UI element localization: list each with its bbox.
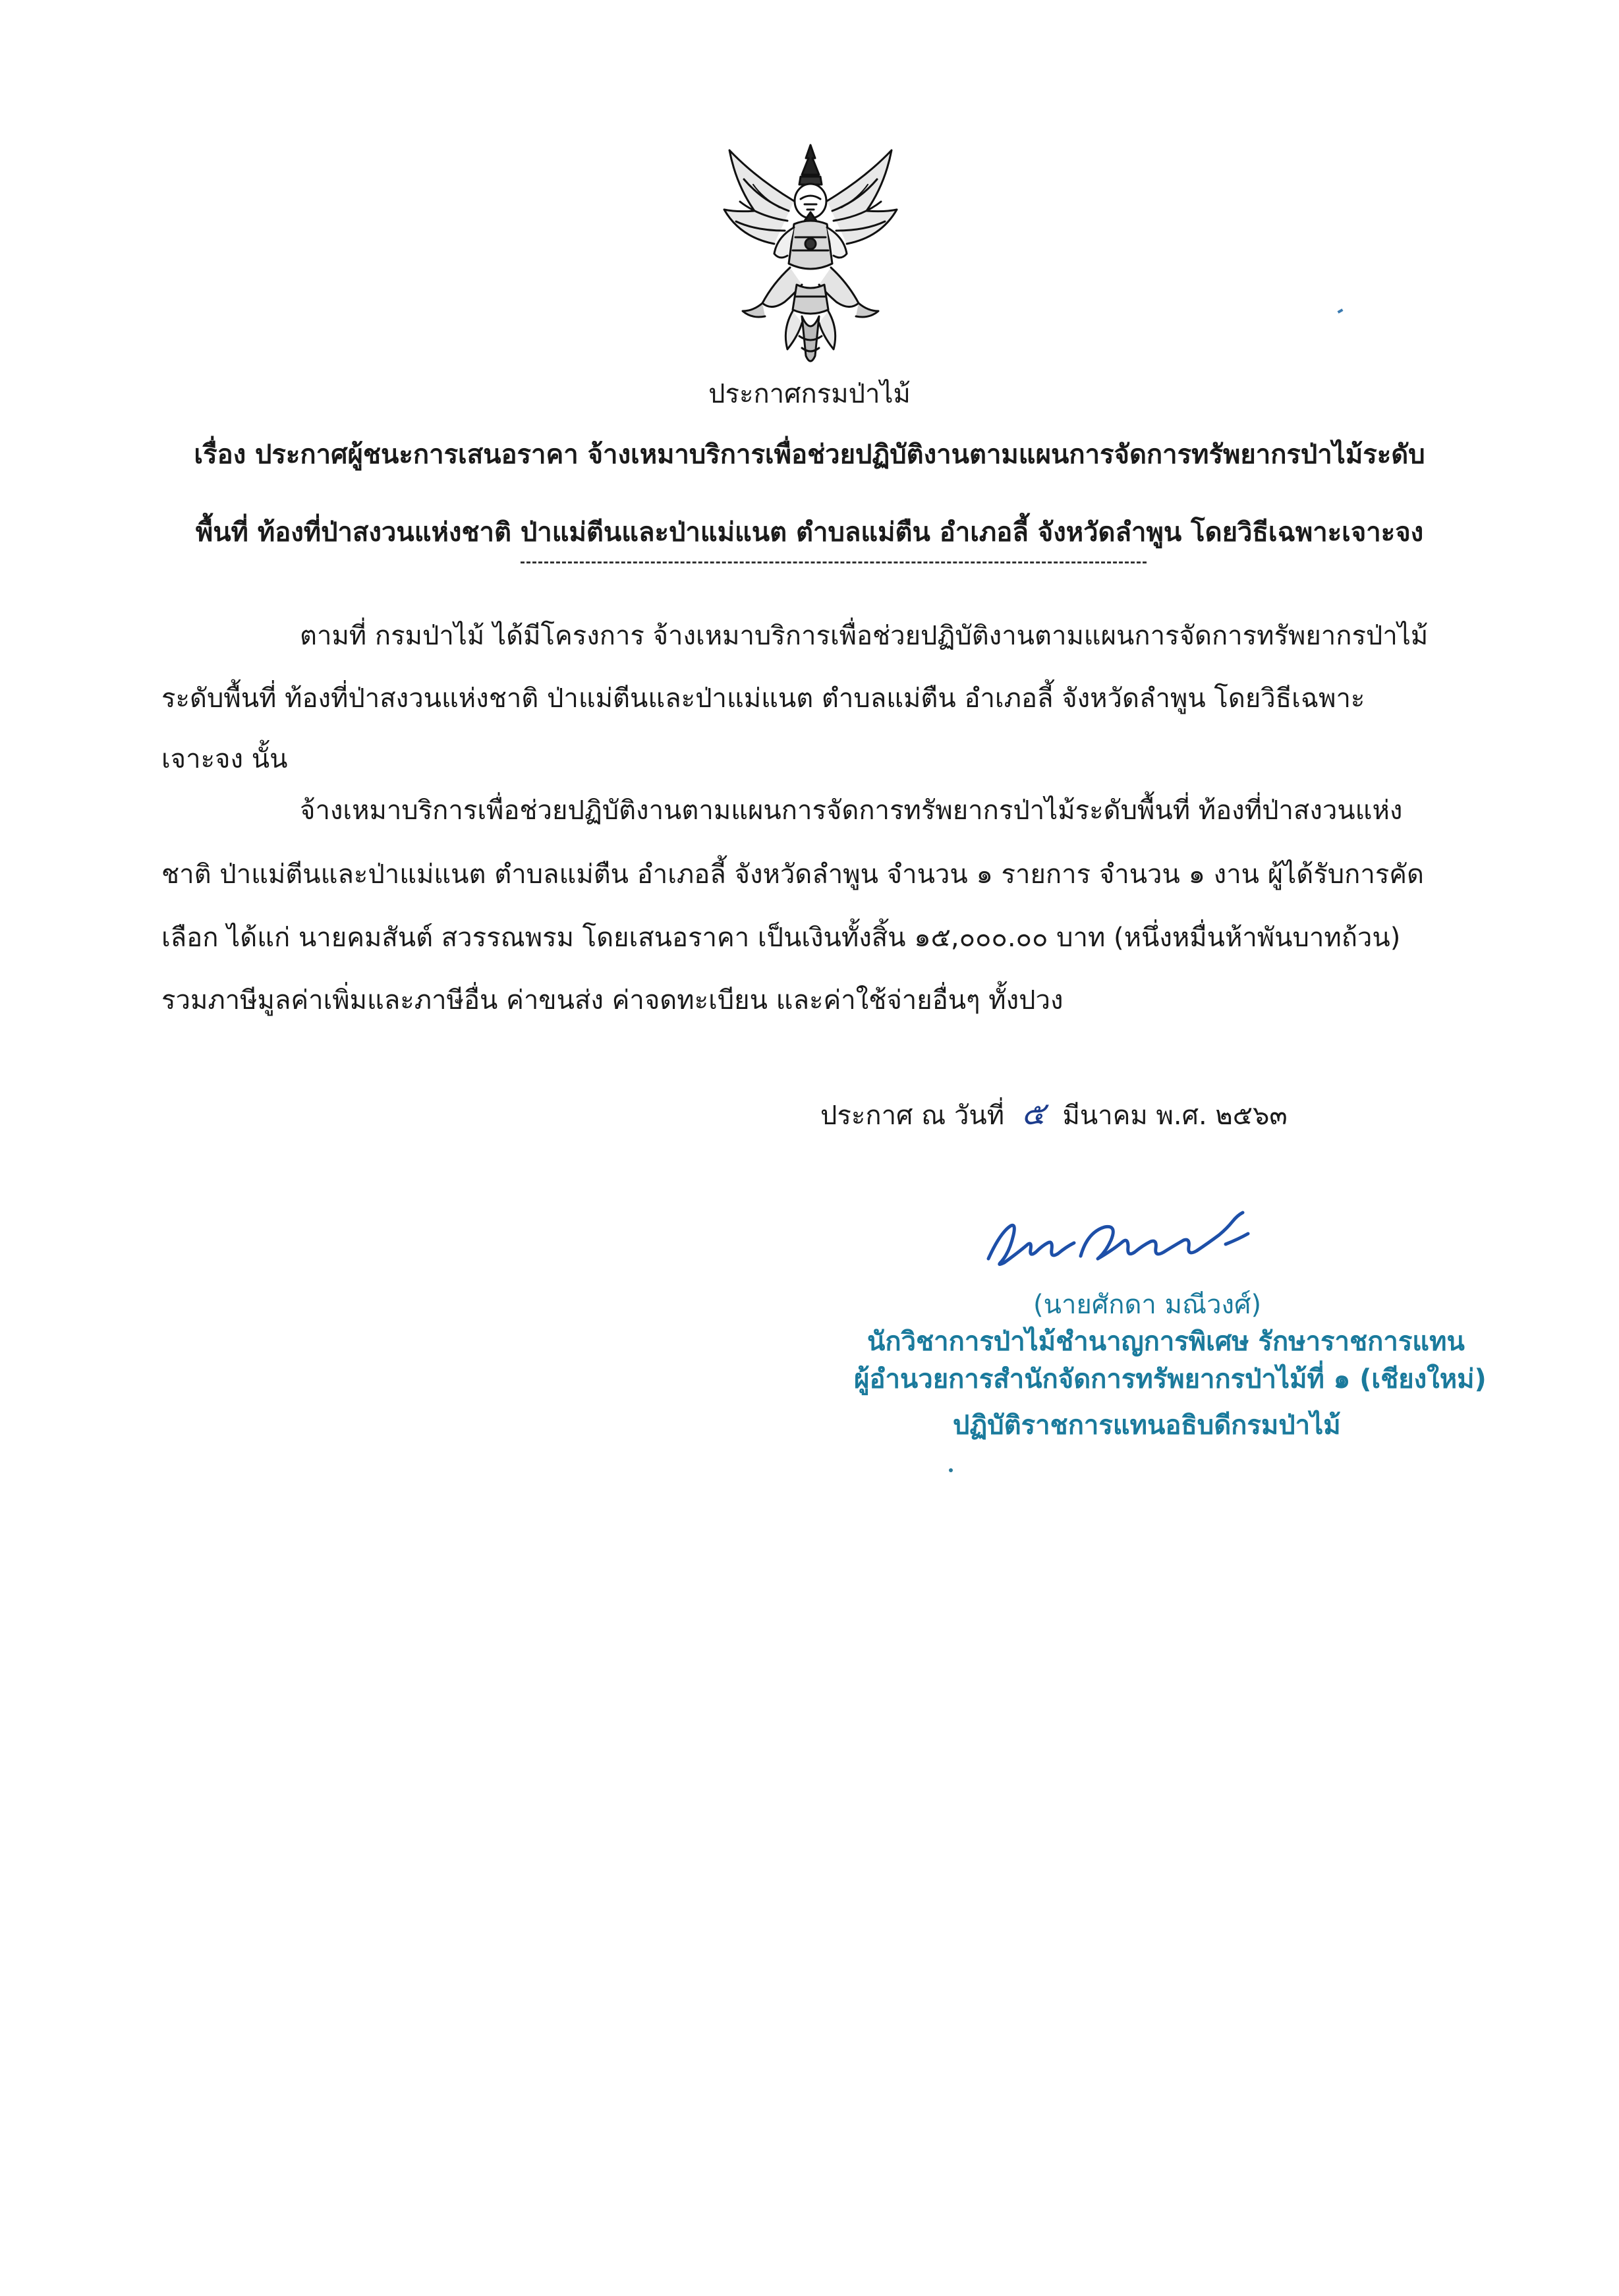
announcement-date (820, 1094, 1288, 1135)
paragraph-2-line-4: รวมภาษีมูลค่าเพิ่มและภาษีอื่น ค่าขนส่ง ค่าจดทะเบียน และค่าใช้จ่ายอื่นๆ ทั้งปวง (161, 985, 1064, 1016)
date-prefix: ประกาศ ณ วันที่ (820, 1101, 1005, 1131)
paragraph-2-line-3: เลือก ได้แก่ นายคมสันต์ สวรรณพรม โดยเสนอราคา เป็นเงินทั้งสิ้น ๑๕,๐๐๐.๐๐ บาท (หนึ่งหมื่นห้าพันบาทถ้วน) (161, 923, 1401, 953)
subject-line-2: พื้นที่ ท้องที่ป่าสงวนแห่งชาติ ป่าแม่ตีนและป่าแม่แนต ตำบลแม่ตืน อำเภอลี้ จังหวัดลำพูน โดยวิธีเฉพาะเจาะจง (195, 517, 1424, 548)
signatory-name: (นายศักดา มณีวงศ์) (1033, 1290, 1262, 1320)
subject-line-1: เรื่อง ประกาศผู้ชนะการเสนอราคา จ้างเหมาบริการเพื่อช่วยปฏิบัติงานตามแผนการจัดการทรัพยากรป่าไม้ระดับ (194, 440, 1425, 470)
handwritten-day: ๕ (1021, 1095, 1046, 1132)
signatory-position-2: ผู้อำนวยการสำนักจัดการทรัพยากรป่าไม้ที่ ๑ (เชียงใหม่) (854, 1364, 1487, 1394)
ink-dot (949, 1468, 953, 1472)
paragraph-1-line-2: ระดับพื้นที่ ท้องที่ป่าสงวนแห่งชาติ ป่าแม่ตีนและป่าแม่แนต ตำบลแม่ตืน อำเภอลี้ จังหวัดลำพูน โดยวิธีเฉพาะ (161, 683, 1365, 714)
paragraph-2-line-2: ชาติ ป่าแม่ตีนและป่าแม่แนต ตำบลแม่ตืน อำเภอลี้ จังหวัดลำพูน จำนวน ๑ รายการ จำนวน ๑ งาน ผู้ได้รับการคัด (161, 859, 1425, 890)
ink-speck (1338, 308, 1344, 313)
paragraph-1-line-1: ตามที่ กรมป่าไม้ ได้มีโครงการ จ้างเหมาบริการเพื่อช่วยปฏิบัติงานตามแผนการจัดการทรัพยากรป่าไม้ (300, 621, 1429, 651)
handwritten-signature-icon (982, 1206, 1292, 1278)
signatory-position-3: ปฏิบัติราชการแทนอธิบดีกรมป่าไม้ (953, 1410, 1341, 1441)
document-title: ประกาศกรมป่าไม้ (708, 379, 911, 409)
date-month-year: มีนาคม พ.ศ. ๒๕๖๓ (1062, 1101, 1288, 1131)
garuda-emblem-icon (716, 138, 905, 372)
signatory-position-1: นักวิชาการป่าไม้ชำนาญการพิเศษ รักษาราชการแทน (867, 1327, 1465, 1357)
dashed-divider (521, 561, 1147, 563)
paragraph-2-line-1: จ้างเหมาบริการเพื่อช่วยปฏิบัติงานตามแผนการจัดการทรัพยากรป่าไม้ระดับพื้นที่ ท้องที่ป่าสงวนแห่ง (300, 795, 1403, 826)
paragraph-1-line-3: เจาะจง นั้น (161, 744, 288, 774)
